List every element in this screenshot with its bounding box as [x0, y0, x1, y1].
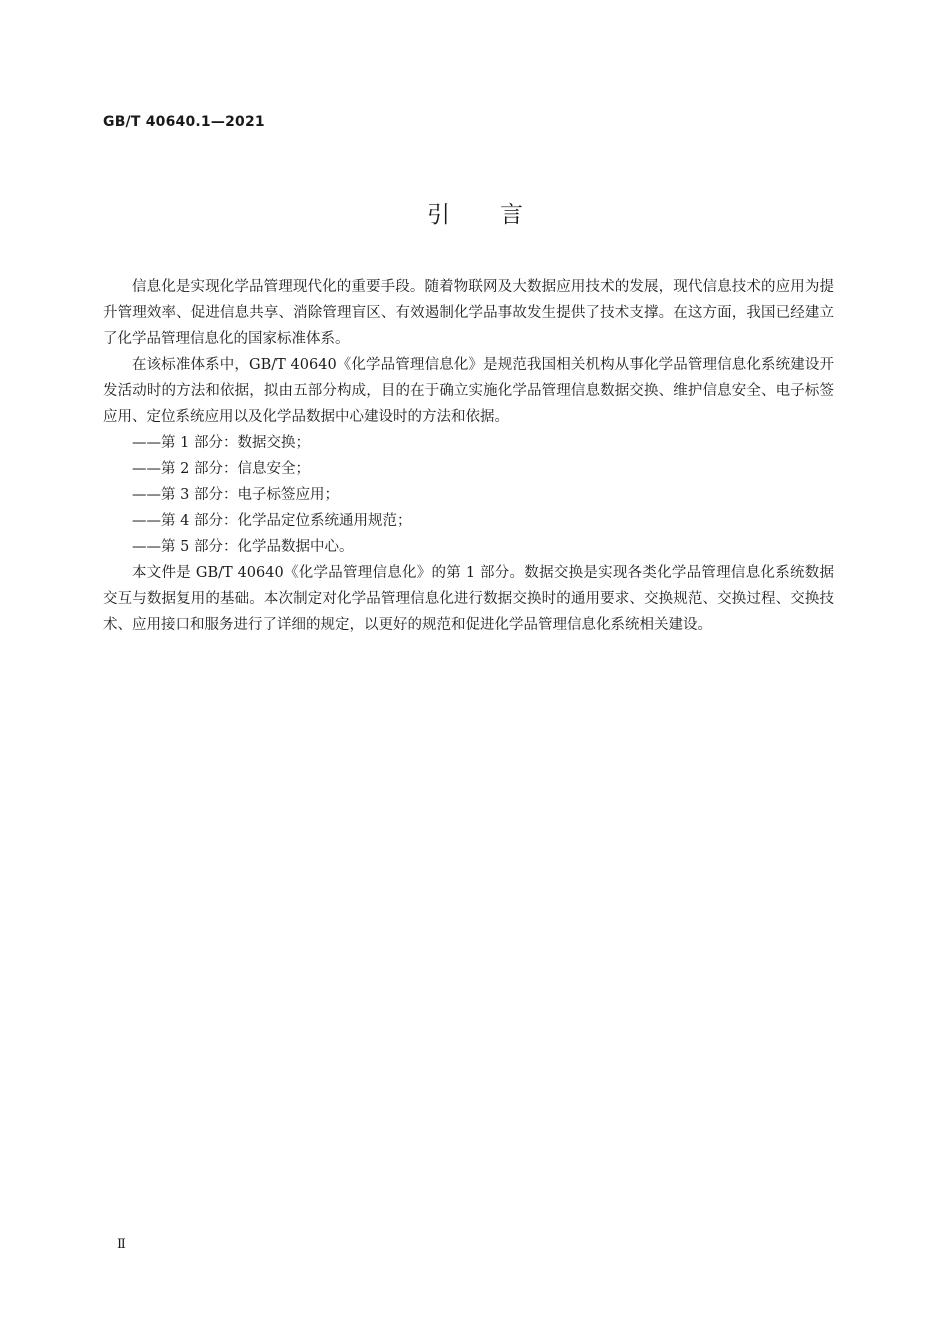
title-char-1: 引 [427, 202, 450, 228]
page-number: Ⅱ [117, 1237, 126, 1252]
list-item: ——第 1 部分：数据交换； [132, 435, 310, 451]
list-item: ——第 5 部分：化学品数据中心。 [132, 539, 354, 555]
paragraph: 信息化是实现化学品管理现代化的重要手段。随着物联网及大数据应用技术的发展，现代信息技术的应用为提升管理效率、促进信息共享、消除管理盲区、有效遏制化学品事故发生提供了技术支撑。在这方面，我国已经建立了化学品管理信息化的国家标准体系。 [103, 279, 834, 347]
list-item: ——第 3 部分：电子标签应用； [132, 487, 339, 503]
standard-code: GB/T 40640.1—2021 [103, 114, 265, 130]
list-item: ——第 2 部分：信息安全； [132, 461, 310, 477]
document-body [103, 274, 834, 638]
title-char-2: 言 [500, 202, 523, 228]
page-title [0, 196, 950, 229]
paragraph: 本文件是 GB/T 40640《化学品管理信息化》的第 1 部分。数据交换是实现各类化学品管理信息化系统数据交互与数据复用的基础。本次制定对化学品管理信息化进行数据交换时的通用要求、交换规范、交换过程、交换技术、应用接口和服务进行了详细的规定，以更好的规范和促进化学品管理信息化系统相关建设。 [103, 565, 834, 633]
paragraph: 在该标准体系中，GB/T 40640《化学品管理信息化》是规范我国相关机构从事化学品管理信息化系统建设开发活动时的方法和依据，拟由五部分构成，目的在于确立实施化学品管理信息数据交换、维护信息安全、电子标签应用、定位系统应用以及化学品数据中心建设时的方法和依据。 [103, 357, 834, 425]
list-item: ——第 4 部分：化学品定位系统通用规范； [132, 513, 412, 529]
